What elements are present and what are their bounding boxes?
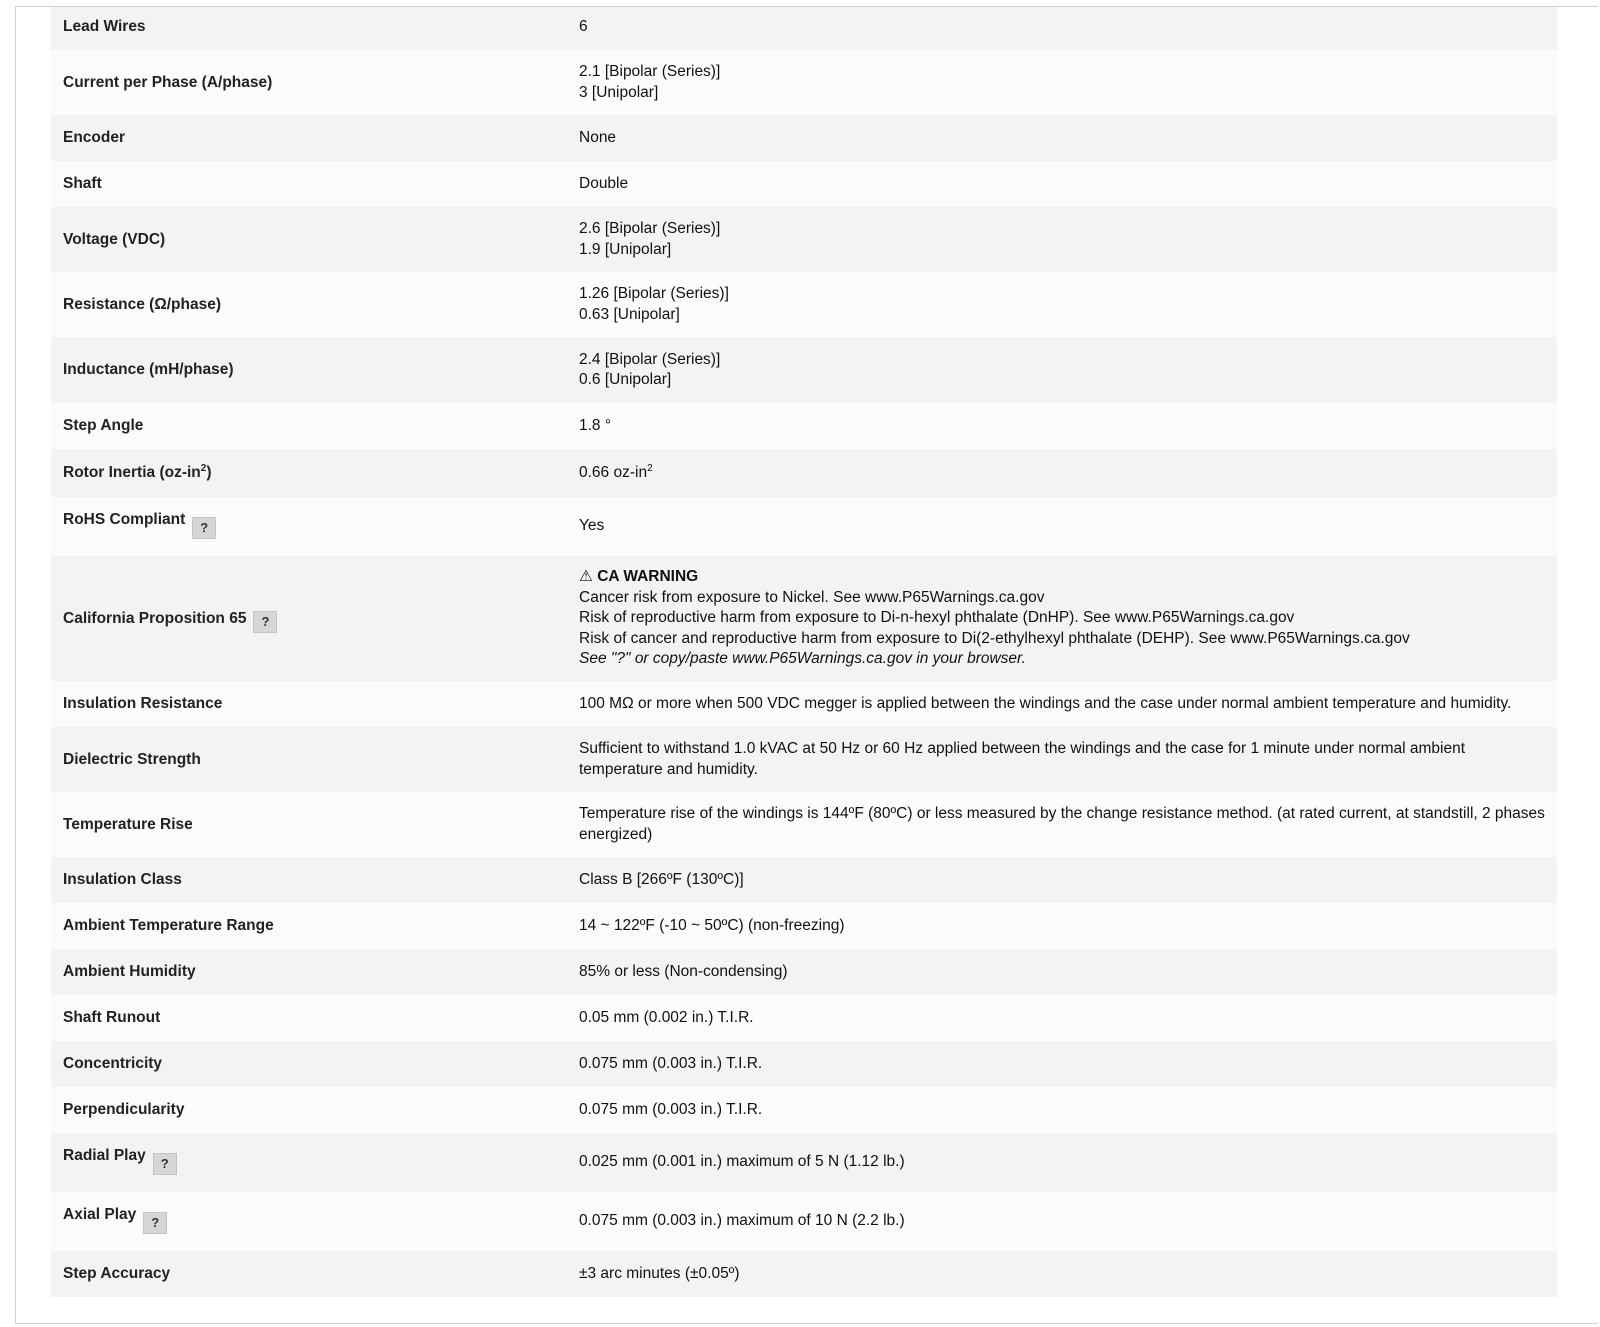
table-row (51, 449, 1557, 497)
table-row (51, 1041, 1557, 1087)
spec-label: Perpendicularity (63, 1101, 185, 1118)
table-row (51, 556, 1557, 681)
spec-label: Insulation Class (63, 871, 182, 888)
table-row (51, 161, 1557, 207)
spec-value: 85% or less (Non-condensing) (579, 962, 788, 980)
spec-value: None (579, 128, 617, 146)
warning-title: ⚠ CA WARNING (579, 568, 699, 586)
spec-label: Ambient Temperature Range (63, 917, 274, 934)
spec-label: RoHS Compliant ? (51, 497, 579, 556)
spec-value: 0.075 mm (0.003 in.) maximum of 10 N (2.2 lb.) (579, 1212, 905, 1230)
spec-value: 14 ~ 122ºF (-10 ~ 50ºC) (non-freezing) (579, 916, 845, 934)
table-row (51, 857, 1557, 903)
spec-value: 2.1 [Bipolar (Series)] 3 [Unipolar] (579, 63, 721, 101)
spec-label: Dielectric Strength (63, 750, 201, 768)
table-row (51, 497, 1557, 556)
spec-label: Concentricity (63, 1055, 163, 1072)
warning-line: Risk of reproductive harm from exposure to Di-n-hexyl phthalate (DnHP). See www.P65Warnings.ca.gov (579, 609, 1295, 627)
spec-label: Lead Wires (63, 18, 146, 35)
spec-label: Insulation Resistance (63, 695, 223, 712)
rohs-help-button[interactable]: ? (192, 517, 216, 539)
table-row (51, 903, 1557, 949)
spec-label: California Proposition 65 ? (51, 556, 579, 681)
table-row (51, 995, 1557, 1041)
ca-warning (579, 556, 1557, 681)
warning-line: Risk of cancer and reproductive harm from exposure to Di(2-ethylhexyl phthalate (DEHP). See www.P65Warnings.ca.gov (579, 629, 1410, 647)
spec-label: Voltage (VDC) (63, 230, 166, 248)
spec-label: Axial Play ? (51, 1192, 579, 1251)
table-row (51, 1087, 1557, 1133)
spec-label: Ambient Humidity (63, 963, 196, 980)
spec-label: Radial Play ? (51, 1133, 579, 1192)
table-row (51, 272, 1557, 337)
spec-value: 6 (579, 17, 588, 35)
spec-value: 1.26 [Bipolar (Series)] 0.63 [Unipolar] (579, 285, 729, 323)
spec-value: 0.075 mm (0.003 in.) T.I.R. (579, 1054, 763, 1072)
table-row (51, 6, 1557, 50)
radial-play-help-button[interactable]: ? (153, 1153, 177, 1175)
spec-label: Shaft (63, 175, 102, 192)
warning-line: Cancer risk from exposure to Nickel. See www.P65Warnings.ca.gov (579, 588, 1045, 606)
table-row (51, 403, 1557, 449)
spec-value: 0.025 mm (0.001 in.) maximum of 5 N (1.12 lb.) (579, 1153, 905, 1171)
spec-value: Temperature rise of the windings is 144ºF (80ºC) or less measured by the change resistance method. (at rated current, at standstill, 2 phases energized) (579, 805, 1545, 843)
table-row (51, 792, 1557, 857)
spec-value: Class B [266ºF (130ºC)] (579, 870, 744, 888)
spec-label: Current per Phase (A/phase) (63, 73, 273, 91)
spec-value: 2.6 [Bipolar (Series)] 1.9 [Unipolar] (579, 220, 721, 258)
spec-value: 0.075 mm (0.003 in.) T.I.R. (579, 1100, 763, 1118)
spec-label: Shaft Runout (63, 1009, 161, 1026)
table-row (51, 1192, 1557, 1251)
table-row (51, 207, 1557, 272)
prop65-help-button[interactable]: ? (253, 611, 277, 633)
axial-play-help-button[interactable]: ? (143, 1212, 167, 1234)
table-row (51, 681, 1557, 727)
table-row (51, 1133, 1557, 1192)
spec-label: Resistance (Ω/phase) (63, 295, 222, 313)
spec-value: Double (579, 174, 629, 192)
spec-value: 1.8 ° (579, 416, 612, 434)
spec-value: 2.4 [Bipolar (Series)] 0.6 [Unipolar] (579, 350, 721, 388)
table-row (51, 115, 1557, 161)
spec-value: Yes (579, 517, 605, 535)
spec-value: 100 MΩ or more when 500 VDC megger is applied between the windings and the case under normal ambient temperature and humidity. (579, 694, 1512, 712)
spec-value: 0.66 $oz-in^2$ (579, 462, 653, 481)
table-row (51, 949, 1557, 995)
spec-label: Encoder (63, 129, 126, 146)
specifications-table (51, 6, 1557, 1297)
warning-note: See "?" or copy/paste www.P65Warnings.ca.gov in your browser. (579, 650, 1026, 668)
product-page (15, 6, 1598, 1324)
spec-label: Rotor Inertia $(oz-in^2)$ (63, 462, 212, 481)
table-row (51, 50, 1557, 115)
spec-value: ±3 arc minutes (±0.05º) (579, 1264, 740, 1282)
table-row (51, 1251, 1557, 1297)
spec-label: Temperature Rise (63, 815, 193, 833)
spec-label: Step Angle (63, 417, 144, 434)
spec-label: Inductance (mH/phase) (63, 361, 234, 378)
spec-label: Step Accuracy (63, 1265, 171, 1282)
spec-value: Sufficient to withstand 1.0 kVAC at 50 Hz or 60 Hz applied between the windings and the case for 1 minute under normal ambient temperature and humidity. (579, 740, 1466, 778)
spec-value: 0.05 mm (0.002 in.) T.I.R. (579, 1008, 754, 1026)
table-row (51, 337, 1557, 403)
table-row (51, 727, 1557, 792)
